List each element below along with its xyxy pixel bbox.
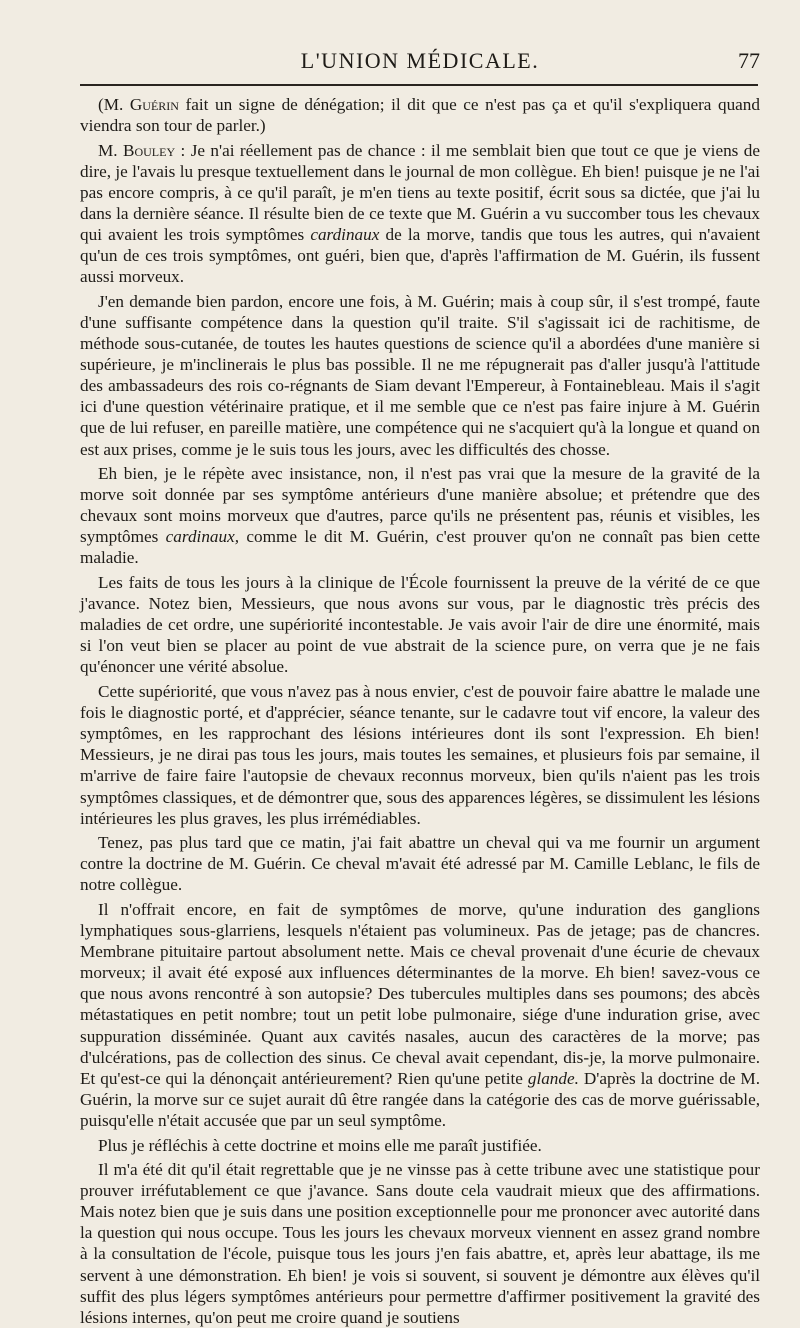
paragraph <box>80 681 760 829</box>
paragraph <box>80 832 760 895</box>
paragraph-text: comme le dit M. Guérin, c'est prouver qu'on ne connaît pas bien cette maladie. <box>80 527 760 568</box>
header-rule <box>80 84 758 86</box>
paragraph-text: fait un signe de dénégation; il dit que ce n'est pas ça et qu'il s'expliquera quand viendra son tour de parler.) <box>80 95 760 136</box>
paragraph-text: : Je n'ai réellement pas de chance : il me semblait bien que tout ce que je viens de dire, je l'avais lu presque textuellement dans le journal de mon collègue. Eh bien! puisque je ne l'ai pas encore compris, à ce qu'il paraît, je m'en tiens au texte positif, écrit sous sa dictée, que j'ai lu dans la dernière séance. Il résulte bien de ce texte que M. Guérin a vu succomber tous les chevaux qui avaient les trois symptômes <box>80 140 760 245</box>
paragraph <box>80 94 760 136</box>
paragraph-text: Les faits de tous les jours à la clinique de l'École fournissent la preuve de la vérité de ce que j'avance. Notez bien, Messieurs, que nous avons sur vous, par le diagnostic très précis des maladies de cet ordre, une supériorité incontestable. Je vais avoir l'air de dire une énormité, mais si l'on veut bien se placer au point de vue abstrait de la science pure, on verra que je ne fais qu'énoncer une vérité absolue. <box>80 573 760 677</box>
paragraph-open: (M. <box>98 95 130 114</box>
paragraph <box>80 463 760 568</box>
paragraph-text: Plus je réfléchis à cette doctrine et moins elle me paraît justifiée. <box>98 1135 542 1155</box>
paragraph-text: Il m'a été dit qu'il était regrettable que je ne vinsse pas à cette tribune avec une statistique pour prouver irréfutablement ce que j'avance. Sans doute cela vaudrait mieux que des affirmations. Mais notez bien que je suis dans une position exceptionnelle pour me prononcer avec autorité dans la question qui nous occupe. Tous les jours les chevaux morveux viennent en assez grand nombre à la consultation de l'école, puisque tous les jours j'en fais abattre, et, après leur abattage, ils me servent à une démonstration. Eh bien! je vois si souvent, si souvent je démontre aux élèves qu'il suffit des plus légers symptômes antérieurs pour permettre d'affirmer positivement la gravité des lésions internes, qu'on peut me croire quand je soutiens <box>80 1160 760 1327</box>
paragraph-text: Tenez, pas plus tard que ce matin, j'ai fait abattre un cheval qui va me fournir un argument contre la doctrine de M. Guérin. Ce cheval m'avait été adressé par M. Camille Leblanc, le fils de notre collègue. <box>80 833 760 895</box>
article-body <box>80 94 760 1328</box>
paragraph-open: M. <box>98 140 123 160</box>
page-number: 77 <box>738 48 760 73</box>
speaker-name: Guérin <box>129 95 179 114</box>
running-header <box>80 48 760 74</box>
paragraph <box>80 1135 760 1156</box>
paragraph <box>80 572 760 677</box>
paragraph-text: Il n'offrait encore, en fait de symptômes de morve, qu'une induration des ganglions lymphatiques sous-glarriens, lesquels n'étaient pas volumineux. Pas de jetage; pas de chancres. Membrane pituitaire partout absolument nette. Mais ce cheval provenait d'une écurie de chevaux morveux; il avait été exposé aux influences déterminantes de la morve. Eh bien! savez-vous ce que nous avons rencontré à son autopsie? Des tubercules multiples dans ses poumons; des abcès métastatiques en petit nombre; tout un petit lobe pulmonaire, siége d'une induration grise, avec suppuration disséminée. Quant aux cavités nasales, aucun des caractères de la morve; pas d'ulcérations, pas de collection des sinus. Ce cheval avait cependant, dis-je, la morve pulmonaire. Et qu'est-ce qui la dénonçait antérieurement? Rien qu'une petite <box>80 899 760 1088</box>
paragraph <box>80 1159 760 1328</box>
paragraph-text: J'en demande bien pardon, encore une fois, à M. Guérin; mais à coup sûr, il s'est trompé, faute d'une suffisante compétence dans la question qu'il traite. S'il s'agissait ici de rachitisme, de méthode sous-cutanée, de toutes les hautes questions de science qu'il a abordées d'une manière si supérieure, je m'inclinerais le plus bas possible. Il ne me répugnerait pas d'aller jusqu'à l'attitude des ambassadeurs des rois co-régnants de Siam devant l'Empereur, à Fontainebleau. Mais il s'agit ici d'une question vétérinaire pratique, et il me semble que ce n'est pas faire injure à M. Guérin que de lui refuser, en pareille matière, une compétence qui ne s'acquiert qu'à la longue et quand on est aux prises, comme je le suis tous les jours, avec les difficultés des chosse. <box>80 291 760 459</box>
paragraph-text: Eh bien, je le répète avec insistance, non, il n'est pas vrai que la mesure de la gravité de la morve soit donnée par ses symptôme antérieurs d'une manière absolue; et prétendre que des chevaux sont moins morveux que d'autres, parce qu'ils ne présentent pas, réunis et visibles, les symptômes <box>80 464 760 547</box>
speaker-name: Bouley <box>122 140 176 160</box>
running-title: L'UNION MÉDICALE. <box>300 48 540 73</box>
paragraph-text: Cette supériorité, que vous n'avez pas à nous envier, c'est de pouvoir faire abattre le malade une fois le diagnostic porté, et d'apprécier, séance tenante, sur le cadavre tout vif encore, la valeur des symptômes, en les rapprochant des lésions intérieures dont ils sont l'expression. Eh bien! Messieurs, je ne dirai pas tous les jours, mais toutes les semaines, et plusieurs fois par semaine, il m'arrive de faire faire l'autopsie de chevaux reconnus morveux, bien qu'ils n'aient pas les trois symptômes classiques, et de démontrer que, sous des apparences légères, se dissimulent les lésions intérieures les plus graves, les plus irrémédiables. <box>80 682 760 828</box>
italic-term: glande. <box>527 1068 579 1088</box>
italic-term: cardinaux <box>310 225 380 245</box>
paragraph <box>80 140 760 288</box>
paragraph-text: D'après la doctrine de M. Guérin, la morve sur ce sujet aurait dû être rangée dans la catégorie des cas de morve guérissable, puisqu'elle n'était accusée que par un seul symptôme. <box>80 1068 760 1130</box>
paragraph-text: de la morve, tandis que tous les autres, qui n'avaient qu'un de ces trois symptômes, ont guéri, bien que, d'après l'affirmation de M. Guérin, ils fussent aussi morveux. <box>80 225 760 287</box>
paragraph <box>80 899 760 1131</box>
italic-term: cardinaux, <box>165 527 240 547</box>
paragraph <box>80 291 760 460</box>
